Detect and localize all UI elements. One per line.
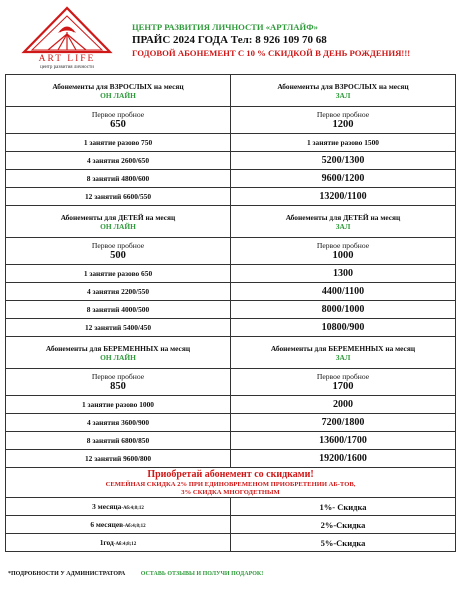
footer-admin-note: *ПОДРОБНОСТИ У АДМИНИСТРАТОРА <box>8 571 126 577</box>
section-title-left <box>6 75 231 107</box>
price-cell <box>231 134 456 152</box>
price-cell <box>231 319 456 337</box>
trial-price-cell <box>6 107 231 134</box>
section-format-label: ЗАЛ <box>335 90 351 100</box>
svg-text:центр развития личности: центр развития личности <box>40 65 94 70</box>
center-title: ЦЕНТР РАЗВИТИЯ ЛИЧНОСТИ «АРТЛАЙФ» <box>132 22 318 32</box>
discount-note <box>6 468 456 498</box>
header <box>0 0 461 74</box>
footer <box>8 571 263 577</box>
trial-amount: 500 <box>110 250 126 261</box>
trial-label: Первое пробное <box>316 241 370 250</box>
price-text: 8 занятий 4000/500 <box>86 305 150 314</box>
price-text: 12 занятий 9600/800 <box>84 454 152 463</box>
section-header-row <box>6 206 456 238</box>
svg-text:ART LIFE: ART LIFE <box>38 54 96 64</box>
trial-price-cell <box>231 107 456 134</box>
period-note: -Аб:4;8;12 <box>113 542 137 547</box>
discount-value <box>231 516 456 534</box>
discount-value <box>231 498 456 516</box>
section-format-label: ОН ЛАЙН <box>100 90 136 100</box>
price-cell <box>6 134 231 152</box>
price-cell <box>231 414 456 432</box>
price-text: 19200/1600 <box>319 453 367 464</box>
footer-review-note: ОСТАВЬ ОТЗЫВЫ И ПОЛУЧИ ПОДАРОК! <box>140 571 264 577</box>
price-cell <box>6 450 231 468</box>
price-row <box>6 107 456 134</box>
price-row <box>6 134 456 152</box>
discount-period <box>6 534 231 552</box>
price-row <box>6 396 456 414</box>
discount-headline: Приобретай абонемент со скидками! <box>147 469 314 480</box>
section-header-row <box>6 75 456 107</box>
period-label: 1год <box>99 538 114 547</box>
price-text: 4 занятия 3600/900 <box>86 418 150 427</box>
discount-row <box>6 534 456 552</box>
price-cell <box>231 396 456 414</box>
trial-amount: 850 <box>110 381 126 392</box>
trial-price-cell <box>6 369 231 396</box>
trial-label: Первое пробное <box>91 372 145 381</box>
discount-value-text: 1%- Скидка <box>319 501 367 512</box>
price-cell <box>6 188 231 206</box>
price-text: 10800/900 <box>321 322 365 333</box>
section-title-text: Абонементы для БЕРЕМЕННЫХ на месяц <box>45 343 191 353</box>
price-row <box>6 301 456 319</box>
price-cell <box>6 152 231 170</box>
price-row <box>6 152 456 170</box>
price-text: 1300 <box>333 268 353 279</box>
price-cell <box>231 450 456 468</box>
discount-period <box>6 498 231 516</box>
price-text: 1 занятие разово 1000 <box>82 400 154 409</box>
price-text: 4 занятия 2600/650 <box>86 156 150 165</box>
discount-row <box>6 516 456 534</box>
discount-period <box>6 516 231 534</box>
price-cell <box>6 265 231 283</box>
price-cell <box>231 265 456 283</box>
price-cell <box>231 152 456 170</box>
price-cell <box>6 319 231 337</box>
price-text: 1 занятие разово 650 <box>83 269 153 278</box>
birthday-promo: ГОДОВОЙ АБОНЕМЕНТ С 10 % СКИДКОЙ В ДЕНЬ РОЖДЕНИЯ!!! <box>132 48 411 58</box>
trial-amount: 1700 <box>332 381 354 392</box>
section-title-left <box>6 337 231 369</box>
period-note: -Аб:4;8;12 <box>121 506 144 511</box>
family-discount-text: СЕМЕЙНАЯ СКИДКА 2% ПРИ ЕДИНОВРЕМЕНОМ ПРИОБРЕТЕНИИ АБ-ТОВ, <box>105 481 356 488</box>
price-row <box>6 188 456 206</box>
price-text: 9600/1200 <box>321 173 365 184</box>
trial-label: Первое пробное <box>91 110 145 119</box>
trial-label: Первое пробное <box>316 110 370 119</box>
price-text: 13200/1100 <box>319 191 367 202</box>
section-header-row <box>6 337 456 369</box>
trial-price-cell <box>231 238 456 265</box>
trial-label: Первое пробное <box>316 372 370 381</box>
period-label: 6 месяцев <box>90 520 124 529</box>
price-cell <box>231 432 456 450</box>
price-row <box>6 319 456 337</box>
price-text: 12 занятий 6600/550 <box>84 192 152 201</box>
price-text: 1 занятие разово 750 <box>83 138 153 147</box>
discount-value-text: 5%-Скидка <box>320 537 366 548</box>
price-row <box>6 369 456 396</box>
price-cell <box>6 170 231 188</box>
price-cell <box>6 414 231 432</box>
trial-amount: 1000 <box>332 250 354 261</box>
price-row <box>6 265 456 283</box>
price-row <box>6 414 456 432</box>
section-format-label: ЗАЛ <box>335 352 351 362</box>
section-format-label: ОН ЛАЙН <box>100 221 136 231</box>
trial-amount: 650 <box>110 119 126 130</box>
price-cell <box>231 283 456 301</box>
price-row <box>6 432 456 450</box>
section-title-text: Абонементы для ДЕТЕЙ на месяц <box>60 212 176 222</box>
price-row <box>6 170 456 188</box>
section-format-label: ОН ЛАЙН <box>100 352 136 362</box>
price-text: 2000 <box>333 399 353 410</box>
section-title-right <box>231 75 456 107</box>
price-table <box>5 74 456 552</box>
trial-label: Первое пробное <box>91 241 145 250</box>
price-text: 4 занятия 2200/550 <box>86 287 150 296</box>
price-text: 12 занятий 5400/450 <box>84 323 152 332</box>
section-title-right <box>231 206 456 238</box>
period-note: -Аб:4;8;12 <box>123 524 146 529</box>
discount-value-text: 2%-Скидка <box>320 519 366 530</box>
section-title-right <box>231 337 456 369</box>
price-text: 13600/1700 <box>319 435 367 446</box>
section-title-text: Абонементы для ВЗРОСЛЫХ на месяц <box>277 81 409 91</box>
period-label: 3 месяца <box>92 502 122 511</box>
price-text: 1 занятие разово 1500 <box>307 138 379 147</box>
price-text: 8 занятий 6800/850 <box>86 436 150 445</box>
trial-amount: 1200 <box>332 119 354 130</box>
price-text: 5200/1300 <box>321 155 365 166</box>
trial-price-cell <box>231 369 456 396</box>
price-text: 8 занятий 4800/600 <box>86 174 150 183</box>
discount-row <box>6 498 456 516</box>
price-cell <box>6 301 231 319</box>
price-cell <box>6 432 231 450</box>
discount-value <box>231 534 456 552</box>
discount-note-row <box>6 468 456 498</box>
art-life-logo <box>8 6 126 70</box>
section-title-text: Абонементы для ВЗРОСЛЫХ на месяц <box>52 81 184 91</box>
price-row <box>6 450 456 468</box>
price-text: 7200/1800 <box>321 417 365 428</box>
large-family-discount-text: 3% СКИДКА МНОГОДЕТНЫМ <box>181 488 280 496</box>
section-title-text: Абонементы для БЕРЕМЕННЫХ на месяц <box>270 343 416 353</box>
price-cell <box>231 170 456 188</box>
price-text: 4400/1100 <box>321 286 365 297</box>
section-title-text: Абонементы для ДЕТЕЙ на месяц <box>285 212 401 222</box>
price-and-phone: ПРАЙС 2024 ГОДА Тел: 8 926 109 70 68 <box>132 34 327 46</box>
price-cell <box>231 188 456 206</box>
price-text: 8000/1000 <box>321 304 365 315</box>
price-row <box>6 238 456 265</box>
section-title-left <box>6 206 231 238</box>
price-cell <box>6 396 231 414</box>
section-format-label: ЗАЛ <box>335 221 351 231</box>
trial-price-cell <box>6 238 231 265</box>
price-cell <box>231 301 456 319</box>
price-cell <box>6 283 231 301</box>
price-row <box>6 283 456 301</box>
